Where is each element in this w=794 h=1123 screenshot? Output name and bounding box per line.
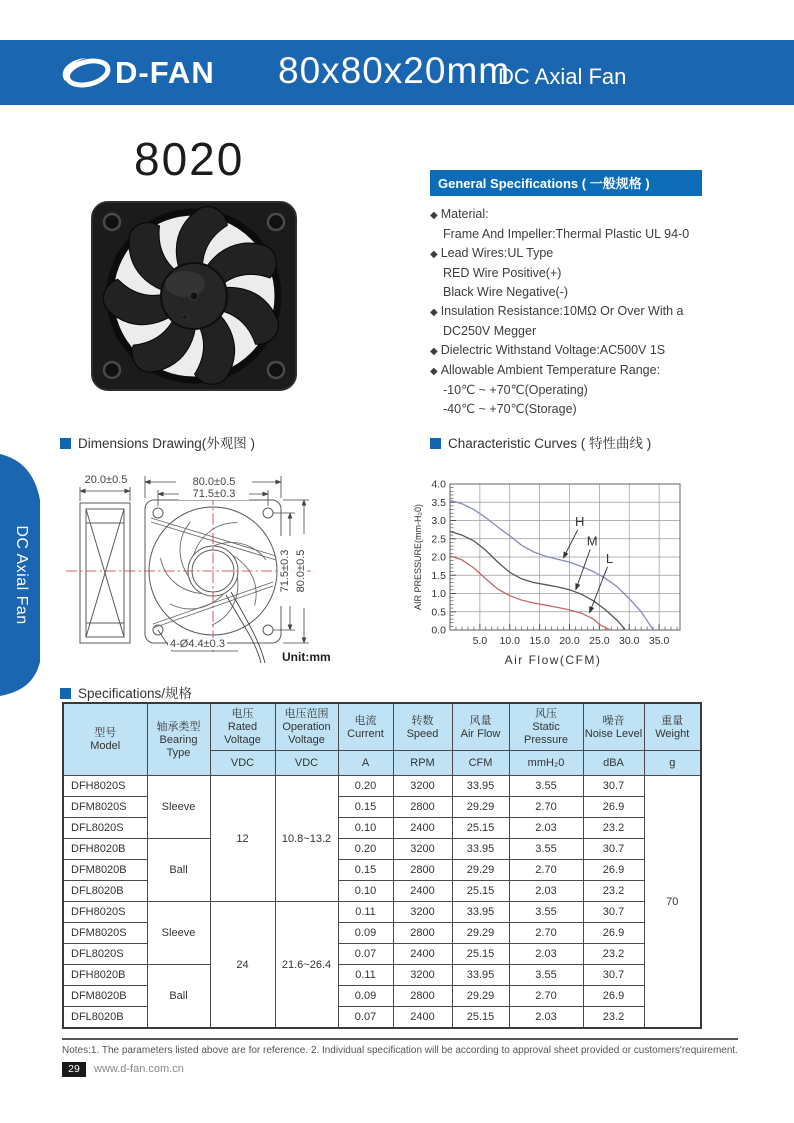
bearing-cell: Ball xyxy=(147,965,210,1029)
x-tick-label: 30.0 xyxy=(619,635,640,647)
product-photo xyxy=(82,196,306,406)
diamond-bullet-icon: ◆ xyxy=(430,210,438,221)
rated-voltage-cell: 12 xyxy=(210,776,275,902)
y-tick-label: 0.5 xyxy=(431,606,446,619)
noise-cell: 30.7 xyxy=(583,902,644,923)
pressure-cell: 3.55 xyxy=(509,776,583,797)
unit-speed: RPM xyxy=(393,751,452,776)
spec-line: DC250V Megger xyxy=(443,324,537,338)
x-tick-label: 5.0 xyxy=(472,635,488,647)
table-row xyxy=(63,839,701,860)
general-specifications-section xyxy=(430,170,702,419)
current-cell: 0.09 xyxy=(338,923,393,944)
y-tick-label: 4.0 xyxy=(431,478,446,491)
speed-cell: 3200 xyxy=(393,839,452,860)
col-header-noise: 噪音 Noise Level xyxy=(583,703,644,751)
current-cell: 0.15 xyxy=(338,797,393,818)
current-cell: 0.10 xyxy=(338,881,393,902)
diamond-bullet-icon: ◆ xyxy=(430,346,438,357)
dim-unit-label: Unit:mm xyxy=(282,650,331,664)
current-cell: 0.09 xyxy=(338,986,393,1007)
curve-label-L: L xyxy=(605,550,614,566)
page-number-badge: 29 xyxy=(62,1062,86,1077)
unit-operation-voltage: VDC xyxy=(275,751,338,776)
curve-M xyxy=(450,531,625,629)
characteristic-curves-chart xyxy=(410,468,740,674)
col-header-rated-voltage: 电压 Rated Voltage xyxy=(210,703,275,751)
model-number: 8020 xyxy=(134,133,245,185)
bearing-cell: Sleeve xyxy=(147,902,210,965)
side-tab xyxy=(0,452,42,698)
characteristic-chart xyxy=(410,468,740,674)
air-flow-cell: 29.29 xyxy=(452,986,509,1007)
speed-cell: 2800 xyxy=(393,797,452,818)
air-flow-cell: 25.15 xyxy=(452,944,509,965)
header-bar xyxy=(0,40,794,105)
model-cell: DFH8020S xyxy=(63,776,147,797)
notes-divider xyxy=(62,1038,738,1040)
table-row xyxy=(63,776,701,797)
general-specs-list xyxy=(430,205,702,419)
speed-cell: 3200 xyxy=(393,902,452,923)
noise-cell: 30.7 xyxy=(583,839,644,860)
noise-cell: 30.7 xyxy=(583,776,644,797)
model-cell: DFM8020B xyxy=(63,860,147,881)
speed-cell: 2800 xyxy=(393,923,452,944)
curve-H xyxy=(450,500,653,629)
dimensions-drawing xyxy=(58,460,420,692)
swoosh-logo-icon xyxy=(58,54,112,92)
pressure-cell: 3.55 xyxy=(509,839,583,860)
speed-cell: 3200 xyxy=(393,776,452,797)
curve-label-M: M xyxy=(586,533,598,549)
unit-current: A xyxy=(338,751,393,776)
dim-hole-pitch-v-label: 71.5±0.3 xyxy=(279,536,291,606)
pressure-cell: 3.55 xyxy=(509,902,583,923)
unit-noise: dBA xyxy=(583,751,644,776)
y-tick-label: 0.0 xyxy=(431,624,446,637)
bearing-cell: Sleeve xyxy=(147,776,210,839)
x-tick-label: 20.0 xyxy=(559,635,580,647)
curves-section-title: Characteristic Curves ( 特性曲线 ) xyxy=(430,432,651,452)
speed-cell: 2400 xyxy=(393,818,452,839)
model-cell: DFL8020S xyxy=(63,818,147,839)
x-axis-label: Air Flow(CFM) xyxy=(504,653,602,667)
col-header-model: 型号 Model xyxy=(63,703,147,776)
dim-depth-label: 20.0±0.5 xyxy=(68,474,144,486)
current-cell: 0.20 xyxy=(338,839,393,860)
curve-label-H: H xyxy=(574,513,585,529)
pressure-cell: 2.03 xyxy=(509,881,583,902)
current-cell: 0.10 xyxy=(338,818,393,839)
x-tick-label: 15.0 xyxy=(529,635,550,647)
speed-cell: 2400 xyxy=(393,881,452,902)
spec-line: ◆ Lead Wires:UL Type xyxy=(430,246,554,260)
air-flow-cell: 29.29 xyxy=(452,797,509,818)
model-cell: DFL8020B xyxy=(63,881,147,902)
spec-line: ◆ Allowable Ambient Temperature Range: xyxy=(430,363,661,377)
current-cell: 0.07 xyxy=(338,944,393,965)
y-tick-label: 1.5 xyxy=(431,569,446,582)
pressure-cell: 2.70 xyxy=(509,986,583,1007)
air-flow-cell: 25.15 xyxy=(452,818,509,839)
pressure-cell: 2.03 xyxy=(509,1007,583,1029)
air-flow-cell: 25.15 xyxy=(452,881,509,902)
spec-line: ◆ Insulation Resistance:10MΩ Or Over With a xyxy=(430,304,684,318)
weight-cell: 70 xyxy=(644,776,701,1029)
noise-cell: 26.9 xyxy=(583,860,644,881)
air-flow-cell: 33.95 xyxy=(452,965,509,986)
brand-logo xyxy=(58,54,215,92)
col-header-bearing: 轴承类型 Bearing Type xyxy=(147,703,210,776)
spec-line: -40℃ ~ +70℃(Storage) xyxy=(443,402,577,416)
noise-cell: 26.9 xyxy=(583,797,644,818)
model-cell: DFM8020B xyxy=(63,986,147,1007)
pressure-cell: 2.70 xyxy=(509,923,583,944)
current-cell: 0.11 xyxy=(338,902,393,923)
air-flow-cell: 33.95 xyxy=(452,902,509,923)
page-title-product-type: DC Axial Fan xyxy=(498,64,627,89)
noise-cell: 23.2 xyxy=(583,881,644,902)
spec-line: -10℃ ~ +70℃(Operating) xyxy=(443,383,588,397)
model-cell: DFM8020S xyxy=(63,797,147,818)
dimensions-section-title: Dimensions Drawing(外观图 ) xyxy=(60,432,255,452)
pressure-cell: 3.55 xyxy=(509,965,583,986)
noise-cell: 23.2 xyxy=(583,818,644,839)
x-tick-label: 35.0 xyxy=(648,635,670,647)
speed-cell: 2800 xyxy=(393,860,452,881)
diamond-bullet-icon: ◆ xyxy=(430,366,438,377)
y-tick-label: 2.5 xyxy=(431,533,446,546)
noise-cell: 23.2 xyxy=(583,944,644,965)
pressure-cell: 2.70 xyxy=(509,860,583,881)
spec-line: ◆ Material: xyxy=(430,207,489,221)
diamond-bullet-icon: ◆ xyxy=(430,307,438,318)
dim-width-outer-label: 80.0±0.5 xyxy=(176,476,252,488)
current-cell: 0.11 xyxy=(338,965,393,986)
model-cell: DFH8020B xyxy=(63,965,147,986)
page-title-size: 80x80x20mm xyxy=(278,50,511,91)
noise-cell: 26.9 xyxy=(583,986,644,1007)
pressure-cell: 2.03 xyxy=(509,944,583,965)
rated-voltage-cell: 24 xyxy=(210,902,275,1029)
fan-image xyxy=(82,196,306,401)
model-cell: DFM8020S xyxy=(63,923,147,944)
general-specifications-title: General Specifications ( 一般规格 ) xyxy=(430,170,702,196)
notes-text: Notes:1. The parameters listed above are for reference. 2. Individual specification will be according to approval sheet provided or customers'requirement. xyxy=(62,1045,738,1056)
table-row xyxy=(63,965,701,986)
specs-section-title: Specifications/规格 xyxy=(60,682,192,702)
col-header-current: 电流 Current xyxy=(338,703,393,751)
current-cell: 0.15 xyxy=(338,860,393,881)
current-cell: 0.20 xyxy=(338,776,393,797)
y-tick-label: 3.5 xyxy=(431,496,446,509)
model-cell: DFH8020S xyxy=(63,902,147,923)
col-header-air-flow: 风量 Air Flow xyxy=(452,703,509,751)
spec-line: RED Wire Positive(+) xyxy=(443,266,562,280)
air-flow-cell: 25.15 xyxy=(452,1007,509,1029)
speed-cell: 3200 xyxy=(393,965,452,986)
x-tick-label: 10.0 xyxy=(499,635,520,647)
operation-voltage-cell: 10.8~13.2 xyxy=(275,776,338,902)
air-flow-cell: 33.95 xyxy=(452,839,509,860)
diamond-bullet-icon: ◆ xyxy=(430,249,438,260)
section-bullet-icon xyxy=(430,438,441,449)
air-flow-cell: 29.29 xyxy=(452,923,509,944)
col-header-static-pressure: 风压 Static Pressure xyxy=(509,703,583,751)
dim-height-outer-label: 80.0±0.5 xyxy=(295,534,307,608)
curve-L xyxy=(450,556,610,630)
website-text: www.d-fan.com.cn xyxy=(94,1063,184,1075)
dim-hole-pitch-h-label: 71.5±0.3 xyxy=(179,488,249,500)
dim-mounting-holes-label: 4-Ø4.4±0.3 xyxy=(170,638,225,650)
noise-cell: 30.7 xyxy=(583,965,644,986)
speed-cell: 2800 xyxy=(393,986,452,1007)
spec-line: Frame And Impeller:Thermal Plastic UL 94-0 xyxy=(443,227,690,241)
y-tick-label: 2.0 xyxy=(431,551,446,564)
air-flow-cell: 29.29 xyxy=(452,860,509,881)
unit-rated-voltage: VDC xyxy=(210,751,275,776)
y-axis-label: AIR PRESSURE(mm-H₂0) xyxy=(413,503,423,611)
noise-cell: 23.2 xyxy=(583,1007,644,1029)
current-cell: 0.07 xyxy=(338,1007,393,1029)
table-row xyxy=(63,902,701,923)
air-flow-cell: 33.95 xyxy=(452,776,509,797)
side-tab-label: DC Axial Fan xyxy=(13,525,30,625)
model-cell: DFL8020S xyxy=(63,944,147,965)
speed-cell: 2400 xyxy=(393,944,452,965)
col-header-operation-voltage: 电压范围 Operation Voltage xyxy=(275,703,338,751)
spec-line: Black Wire Negative(-) xyxy=(443,285,569,299)
y-tick-label: 3.0 xyxy=(431,515,446,527)
operation-voltage-cell: 21.6~26.4 xyxy=(275,902,338,1029)
speed-cell: 2400 xyxy=(393,1007,452,1029)
section-bullet-icon xyxy=(60,438,71,449)
spec-table-body xyxy=(63,776,701,1029)
unit-static-pressure: mmH₂0 xyxy=(509,751,583,776)
section-bullet-icon xyxy=(60,688,71,699)
x-tick-label: 25.0 xyxy=(589,635,610,647)
y-tick-label: 1.0 xyxy=(431,588,446,600)
pressure-cell: 2.03 xyxy=(509,818,583,839)
spec-line: ◆ Dielectric Withstand Voltage:AC500V 1S xyxy=(430,343,666,357)
model-cell: DFL8020B xyxy=(63,1007,147,1029)
bearing-cell: Ball xyxy=(147,839,210,902)
col-header-speed: 转数 Speed xyxy=(393,703,452,751)
pressure-cell: 2.70 xyxy=(509,797,583,818)
unit-air-flow: CFM xyxy=(452,751,509,776)
brand-name: D-FAN xyxy=(115,55,215,90)
unit-weight: g xyxy=(644,751,701,776)
model-cell: DFH8020B xyxy=(63,839,147,860)
col-header-weight: 重量 Weight xyxy=(644,703,701,751)
specifications-table xyxy=(62,702,702,1029)
noise-cell: 26.9 xyxy=(583,923,644,944)
